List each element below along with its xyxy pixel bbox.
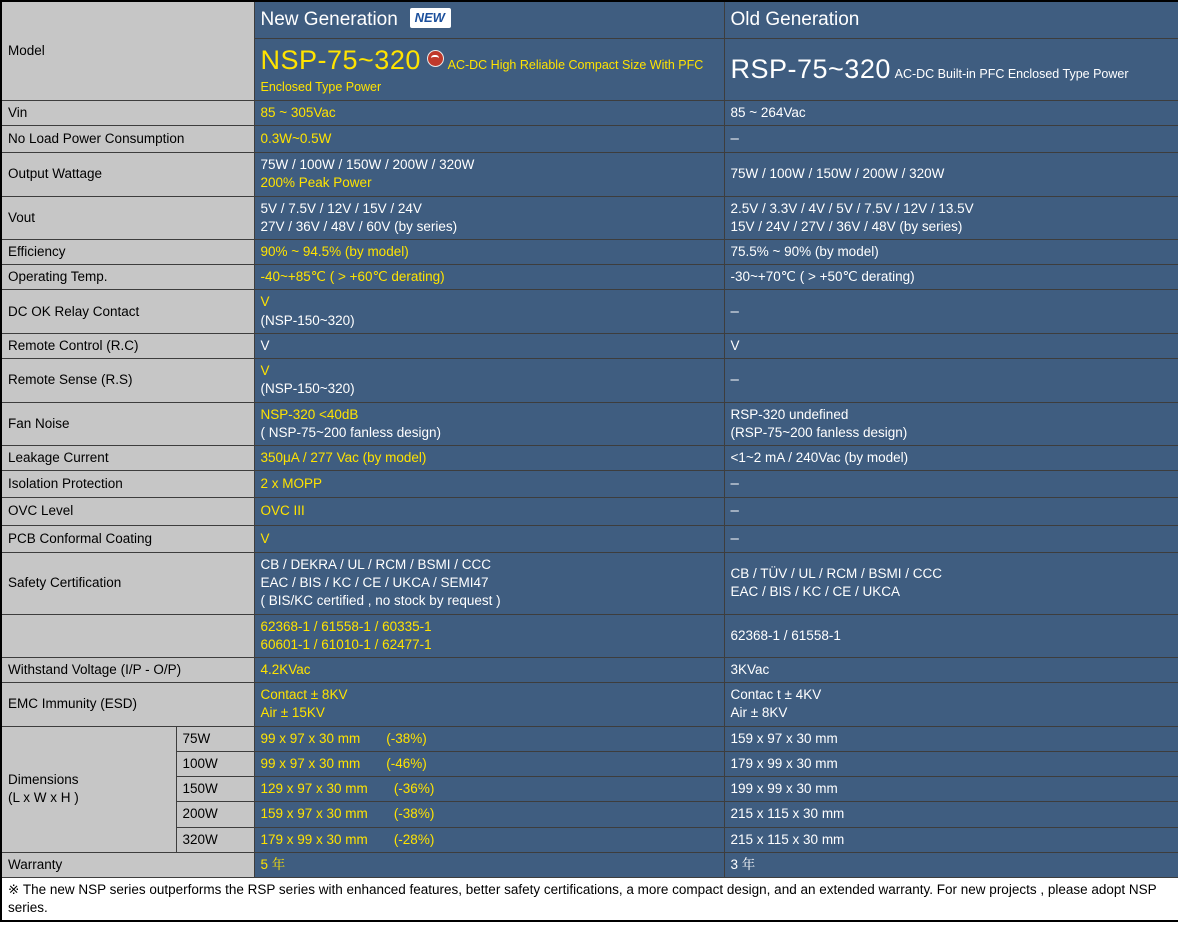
row-label: Operating Temp.	[1, 265, 254, 290]
table-row	[1, 196, 1178, 239]
row-old-value: 75.5% ~ 90% (by model)	[724, 240, 1178, 265]
new-product-tagline: AC-DC High Reliable Compact Size With PFC Enclosed Type Power	[260, 58, 704, 95]
dimension-wattage: 200W	[176, 802, 254, 827]
new-generation-header	[254, 1, 724, 39]
footer-row	[1, 878, 1178, 922]
row-old-value: <1~2 mA / 240Vac (by model)	[724, 445, 1178, 470]
table-row	[1, 265, 1178, 290]
row-old-value: V	[724, 333, 1178, 358]
row-old-value: CB / TÜV / UL / RCM / BSMI / CCC EAC / BIS / KC / CE / UKCA	[724, 552, 1178, 614]
dimension-old-value: 179 x 99 x 30 mm	[724, 751, 1178, 776]
dimension-wattage: 320W	[176, 827, 254, 852]
dimension-old-value: 215 x 115 x 30 mm	[724, 802, 1178, 827]
table-row	[1, 658, 1178, 683]
row-new-value: 350μA / 277 Vac (by model)	[254, 445, 724, 470]
dimensions-label-cell	[1, 726, 176, 852]
row-old-value: –	[724, 525, 1178, 552]
table-header-row	[1, 1, 1178, 39]
footer-note: ※ The new NSP series outperforms the RSP series with enhanced features, better safety certifications, a more compact design, and an extended warranty. For new projects , please adopt NSP series.	[1, 878, 1178, 922]
row-label: Withstand Voltage (I/P - O/P)	[1, 658, 254, 683]
row-old-value: Contac t ± 4KV Air ± 8KV	[724, 683, 1178, 726]
row-new-value: 5V / 7.5V / 12V / 15V / 24V 27V / 36V / 48V / 60V (by series)	[254, 196, 724, 239]
dimension-new-value: 129 x 97 x 30 mm (-36%)	[254, 777, 724, 802]
old-product-cell	[724, 39, 1178, 101]
row-old-value: 62368-1 / 61558-1	[724, 614, 1178, 657]
row-new-value: 90% ~ 94.5% (by model)	[254, 240, 724, 265]
row-label: Remote Sense (R.S)	[1, 359, 254, 402]
dimension-old-value: 199 x 99 x 30 mm	[724, 777, 1178, 802]
old-product-name: RSP-75~320	[730, 54, 891, 85]
dimension-new-value: 179 x 99 x 30 mm (-28%)	[254, 827, 724, 852]
warranty-label: Warranty	[1, 852, 254, 877]
row-label: Remote Control (R.C)	[1, 333, 254, 358]
dimension-wattage: 150W	[176, 777, 254, 802]
table-row	[1, 777, 1178, 802]
warranty-new-value: 5 年	[254, 852, 724, 877]
model-header-cell	[1, 1, 254, 100]
row-label: DC OK Relay Contact	[1, 290, 254, 333]
table-row	[1, 751, 1178, 776]
dimension-wattage: 75W	[176, 726, 254, 751]
table-row	[1, 683, 1178, 726]
row-new-value: V	[254, 525, 724, 552]
row-old-value: –	[724, 290, 1178, 333]
row-new-value: 85 ~ 305Vac	[254, 100, 724, 125]
row-old-value: RSP-320 undefined (RSP-75~200 fanless design)	[724, 402, 1178, 445]
dimensions-sublabel: (L x W x H )	[8, 790, 79, 806]
row-new-value: V (NSP-150~320)	[254, 290, 724, 333]
table-row	[1, 614, 1178, 657]
warranty-old-value: 3 年	[724, 852, 1178, 877]
row-old-value: 75W / 100W / 150W / 200W / 320W	[724, 153, 1178, 196]
row-label: Isolation Protection	[1, 471, 254, 498]
dimensions-label: Dimensions	[8, 772, 79, 788]
row-old-value: 2.5V / 3.3V / 4V / 5V / 7.5V / 12V / 13.5V 15V / 24V / 27V / 36V / 48V (by series)	[724, 196, 1178, 239]
row-label: Vout	[1, 196, 254, 239]
row-new-value: 0.3W~0.5W	[254, 125, 724, 152]
row-new-value: -40~+85℃ ( > +60℃ derating)	[254, 265, 724, 290]
old-generation-label: Old Generation	[730, 9, 860, 31]
row-new-value: 62368-1 / 61558-1 / 60335-1 60601-1 / 61010-1 / 62477-1	[254, 614, 724, 657]
row-new-value: NSP-320 <40dB ( NSP-75~200 fanless design)	[254, 402, 724, 445]
row-label: Leakage Current	[1, 445, 254, 470]
table-row	[1, 100, 1178, 125]
old-generation-header	[724, 1, 1178, 39]
table-row	[1, 290, 1178, 333]
table-row	[1, 827, 1178, 852]
row-label: Vin	[1, 100, 254, 125]
dimension-wattage: 100W	[176, 751, 254, 776]
row-old-value: –	[724, 359, 1178, 402]
row-old-value: –	[724, 125, 1178, 152]
new-badge: NEW	[410, 8, 451, 28]
dimension-new-value: 159 x 97 x 30 mm (-38%)	[254, 802, 724, 827]
row-new-value: 4.2KVac	[254, 658, 724, 683]
table-row	[1, 525, 1178, 552]
row-old-value: –	[724, 498, 1178, 525]
row-label: EMC Immunity (ESD)	[1, 683, 254, 726]
row-old-value: 85 ~ 264Vac	[724, 100, 1178, 125]
row-label: OVC Level	[1, 498, 254, 525]
row-new-value: 75W / 100W / 150W / 200W / 320W 200% Peak Power	[254, 153, 724, 196]
table-row	[1, 240, 1178, 265]
dimension-old-value: 215 x 115 x 30 mm	[724, 827, 1178, 852]
table-row	[1, 125, 1178, 152]
table-row	[1, 359, 1178, 402]
row-label: No Load Power Consumption	[1, 125, 254, 152]
row-label: Safety Certification	[1, 552, 254, 614]
table-row	[1, 552, 1178, 614]
row-label: PCB Conformal Coating	[1, 525, 254, 552]
row-new-value: CB / DEKRA / UL / RCM / BSMI / CCC EAC / BIS / KC / CE / UKCA / SEMI47 ( BIS/KC certified , no stock by request )	[254, 552, 724, 614]
row-new-value: Contact ± 8KV Air ± 15KV	[254, 683, 724, 726]
model-header-label: Model	[8, 42, 45, 58]
row-label: Fan Noise	[1, 402, 254, 445]
table-row	[1, 498, 1178, 525]
warning-dot-icon	[427, 50, 444, 67]
table-row	[1, 445, 1178, 470]
dimension-new-value: 99 x 97 x 30 mm (-38%)	[254, 726, 724, 751]
row-old-value: 3KVac	[724, 658, 1178, 683]
row-new-value: 2 x MOPP	[254, 471, 724, 498]
new-product-name: NSP-75~320	[260, 45, 421, 75]
row-new-value: V	[254, 333, 724, 358]
dimension-new-value: 99 x 97 x 30 mm (-46%)	[254, 751, 724, 776]
table-row	[1, 402, 1178, 445]
row-label: Efficiency	[1, 240, 254, 265]
row-old-value: –	[724, 471, 1178, 498]
old-product-tagline: AC-DC Built-in PFC Enclosed Type Power	[894, 67, 1129, 82]
table-row	[1, 153, 1178, 196]
table-row	[1, 802, 1178, 827]
table-row	[1, 333, 1178, 358]
dimension-old-value: 159 x 97 x 30 mm	[724, 726, 1178, 751]
row-label	[1, 614, 254, 657]
row-new-value: OVC III	[254, 498, 724, 525]
table-row	[1, 471, 1178, 498]
row-old-value: -30~+70℃ ( > +50℃ derating)	[724, 265, 1178, 290]
row-label: Output Wattage	[1, 153, 254, 196]
table-row	[1, 726, 1178, 751]
new-product-cell	[254, 39, 724, 101]
table-row	[1, 852, 1178, 877]
new-generation-label: New Generation	[260, 9, 398, 31]
row-new-value: V (NSP-150~320)	[254, 359, 724, 402]
